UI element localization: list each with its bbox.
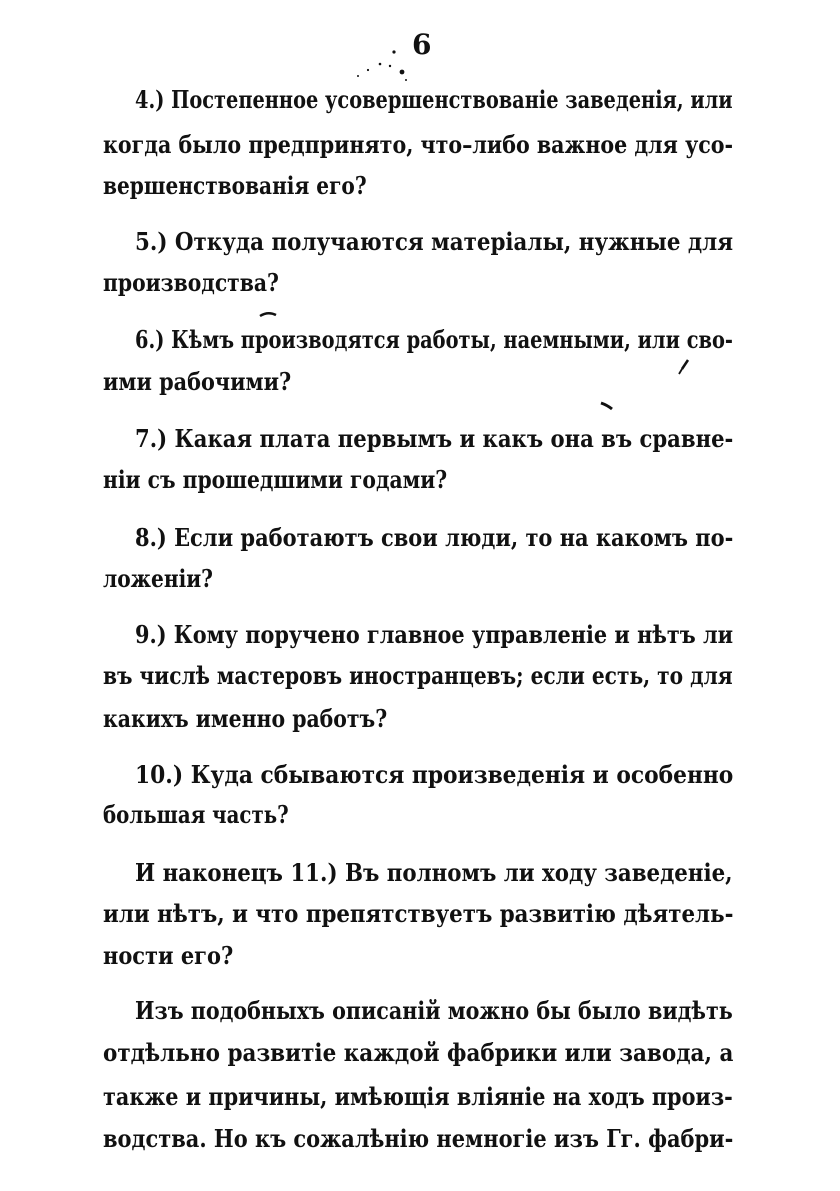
q5-line-2: производства? xyxy=(103,268,279,297)
q11-line-2: или нѣтъ, и что препятствуетъ развитію дѣятель- xyxy=(103,899,734,928)
q4-line-2: когда было предпринято, что–либо важное для усо- xyxy=(103,130,734,159)
q7-line-1: 7.) Какая плата первымъ и какъ она въ сравне- xyxy=(135,424,734,453)
ink-mark-left xyxy=(258,310,278,320)
ink-mark-right-slash xyxy=(676,358,692,376)
q8-line-1: 8.) Если работаютъ свои люди, то на какомъ по- xyxy=(135,523,734,552)
closing-line-1: Изъ подобныхъ описаній можно бы было видѣть xyxy=(135,996,733,1025)
page-number: 6 xyxy=(412,28,432,61)
ink-specks xyxy=(350,44,420,84)
ink-mark-right-dot xyxy=(598,400,616,412)
q5-line-1: 5.) Откуда получаются матеріалы, нужные для xyxy=(135,227,734,256)
q6-line-1: 6.) Кѣмъ производятся работы, наемными, или сво- xyxy=(135,325,733,354)
closing-line-3: также и причины, имѣющія вліяніе на ходъ произ- xyxy=(103,1082,733,1111)
q10-line-2: большая часть? xyxy=(103,800,289,829)
q11-line-3: ности его? xyxy=(103,941,234,970)
q11-line-1: И наконецъ 11.) Въ полномъ ли ходу заведеніе, xyxy=(135,858,733,887)
q10-line-1: 10.) Куда сбываются произведенія и особенно xyxy=(135,760,734,789)
q8-line-2: ложеніи? xyxy=(103,564,213,593)
q9-line-2: въ числѣ мастеровъ иностранцевъ; если есть, то для xyxy=(103,661,733,690)
q6-line-2: ими рабочими? xyxy=(103,367,292,396)
q9-line-3: какихъ именно работъ? xyxy=(103,704,388,733)
q4-line-3: вершенствованія его? xyxy=(103,171,367,200)
closing-line-4: водства. Но къ сожалѣнію немногіе изъ Гг. фабри- xyxy=(103,1124,734,1153)
q9-line-1: 9.) Кому поручено главное управленіе и нѣтъ ли xyxy=(135,620,734,649)
closing-line-2: отдѣльно развитіе каждой фабрики или завода, а xyxy=(103,1038,734,1067)
q4-line-1: 4.) Постепенное усовершенствованіе заведенія, или xyxy=(135,85,733,114)
q7-line-2: ніи съ прошедшими годами? xyxy=(103,465,448,494)
